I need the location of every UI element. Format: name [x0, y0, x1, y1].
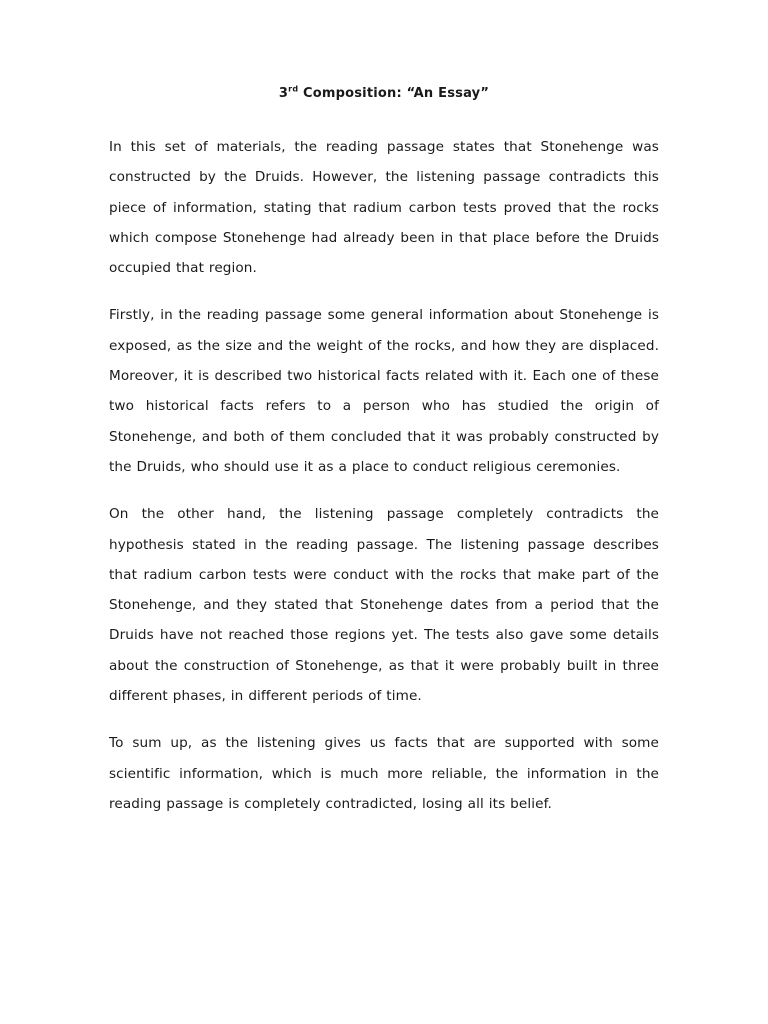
title-ordinal: 3 [278, 86, 289, 101]
paragraph-listening-summary: On the other hand, the listening passage completely contradicts the hypothesis stated in the reading passage. The listening passage describes that radium carbon tests were conduct with the rocks that make part of the Stonehenge, and they stated that Stonehenge dates from a period that the Druids have not reached those regions yet. The tests also gave some details about the construction of Stonehenge, as that it were probably built in three different phases, in different periods of time. [109, 506, 659, 705]
title-text: Composition: “An Essay” [298, 86, 490, 101]
paragraph-introduction: In this set of materials, the reading passage states that Stonehenge was constructed by the Druids. However, the listening passage contradicts this piece of information, stating that radium carbon tests proved that the rocks which compose Stonehenge had already been in that place before the Druids occupied that region. [109, 139, 659, 277]
paragraph-conclusion: To sum up, as the listening gives us facts that are supported with some scientific information, which is much more reliable, the information in the reading passage is completely contradicted, losing all its belief. [109, 735, 659, 812]
paragraph-reading-summary: Firstly, in the reading passage some general information about Stonehenge is exposed, as the size and the weight of the rocks, and how they are displaced. Moreover, it is described two historical facts related with it. Each one of these two historical facts refers to a person who has studied the origin of Stonehenge, and both of them concluded that it was probably constructed by the Druids, who should use it as a place to conduct religious ceremonies. [109, 307, 659, 475]
title-ordinal-suffix: rd [288, 84, 299, 94]
essay-body [109, 132, 659, 836]
page-title [0, 86, 768, 101]
